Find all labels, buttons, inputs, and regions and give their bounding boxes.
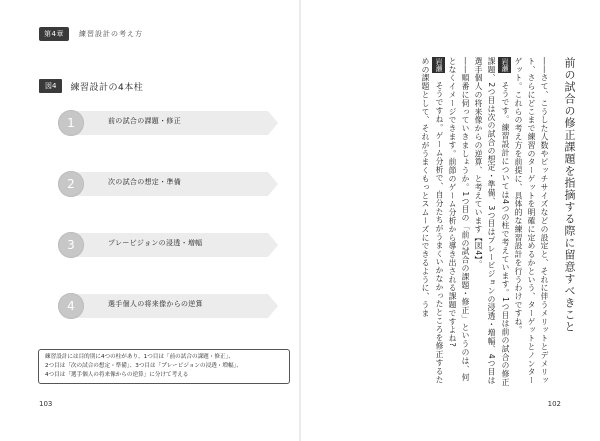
pillar-list xyxy=(58,103,268,347)
pillar-label: 次の試合の想定・準備 xyxy=(108,178,181,186)
chapter-title: 練習設計の考え方 xyxy=(78,30,143,38)
page-number-left: 103 xyxy=(39,400,53,408)
pillar-item xyxy=(58,286,268,330)
note-line: 練習設計には目的別に4つの柱があり、1つ目は「前の試合の課題・修正」、 xyxy=(45,354,234,360)
pillar-number-badge: 2 xyxy=(58,171,84,197)
paragraph xyxy=(472,57,512,387)
pillar-number-badge: 3 xyxy=(58,232,84,258)
pillar-label: プレービジョンの浸透・増幅 xyxy=(108,239,203,247)
paragraph-text: そうですね。ゲーム分析で、自分たちがうまくいかなかったところを修正するための課題として、それがうまくもっとスムーズにできるように、うま xyxy=(421,57,444,384)
paragraph xyxy=(419,57,446,387)
pillar-item xyxy=(58,103,268,147)
chapter-header xyxy=(39,27,143,41)
body-text xyxy=(326,57,580,387)
chapter-tab: 第4章 xyxy=(39,27,69,41)
pillar-item xyxy=(58,164,268,208)
pillar-number-badge: 1 xyxy=(58,110,84,136)
page-fold xyxy=(299,0,301,441)
section-heading: 前の試合の修正課題を指摘する際に留意すべきこと xyxy=(563,57,576,333)
speaker-badge: 岩瀬 xyxy=(498,57,511,73)
note-line: 4つ目は「選手個人の将来像からの逆算」に分けて考える xyxy=(45,372,189,378)
note-line: 2つ目は「次の試合の想定・準備」、3つ目は「プレービジョンの浸透・増幅」、 xyxy=(45,363,242,369)
figure-caption: 練習設計の4本柱 xyxy=(70,82,144,93)
paragraph: ――順番に伺っていきましょうか。1つ目の「前の試合の課題・修正」というのは、何となくイメージできます。前節のゲーム分析から導き出される課題ですよね? xyxy=(448,57,470,382)
pillar-item xyxy=(58,225,268,269)
pillar-number-badge: 4 xyxy=(58,293,84,319)
pillar-label: 選手個人の将来像からの逆算 xyxy=(108,300,203,308)
figure-note xyxy=(38,349,290,384)
paragraph: ――さて、こうした人数やピッチサイズなどの設定と、それに伴うメリットとデメリット、さらにどこまで練習のターゲットを明確に定めるかという、ターゲットとノンターゲット。これらの考え方を前提に、具体的な練習設計を行うわけですね。 xyxy=(514,57,549,385)
paragraph-text: そうです。練習設計については4つの柱で考えています。1つ目は前の試合の修正課題、2つ目は次の試合の想定・準備、3つ目はプレービジョンの浸透・増幅、4つ目は選手個人の将来像からの逆算、と考えています【図4】。 xyxy=(474,57,510,387)
page-number-right: 102 xyxy=(547,400,561,408)
figure-label: 図4 xyxy=(39,79,62,93)
pillar-label: 前の試合の課題・修正 xyxy=(108,117,181,125)
figure-header xyxy=(39,79,143,93)
speaker-badge: 岩瀬 xyxy=(432,57,445,73)
